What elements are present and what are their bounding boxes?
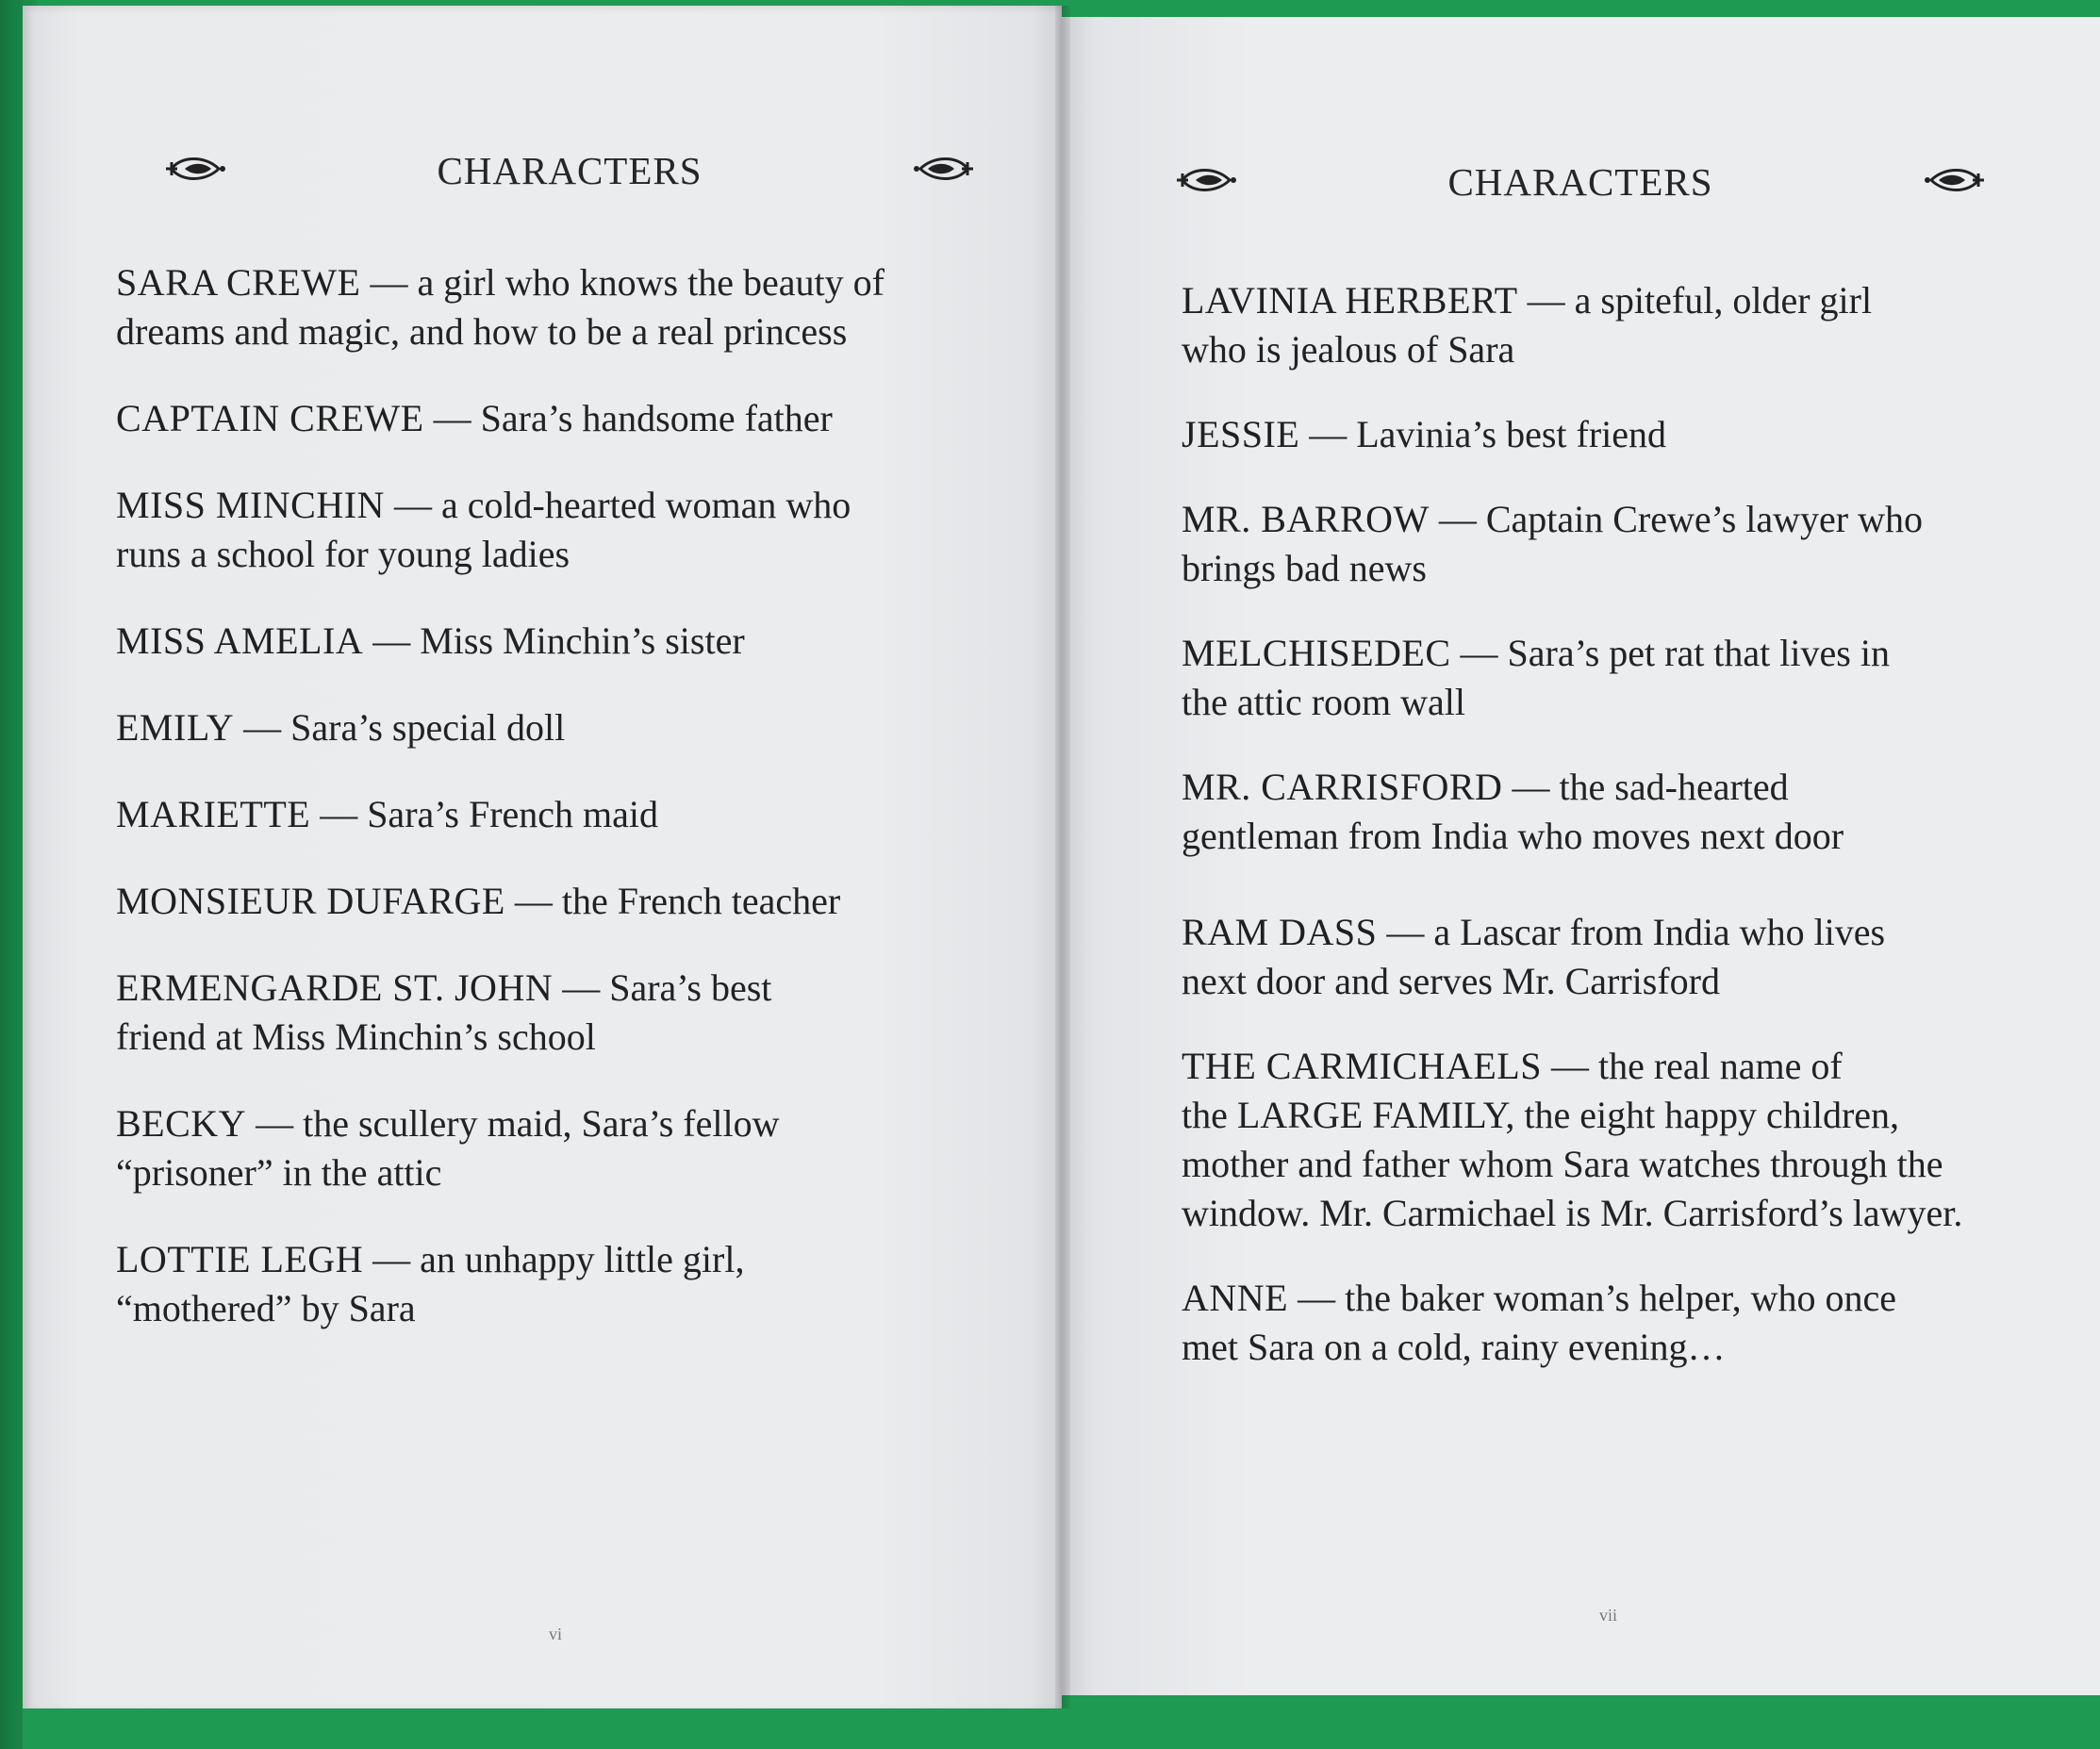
character-entry [116, 481, 1002, 579]
character-name: MR. BARROW [1182, 498, 1430, 540]
character-name: MISS AMELIA [116, 619, 364, 662]
right-page-header [1175, 154, 1986, 210]
character-entry [116, 1099, 1002, 1197]
character-name: ANNE [1182, 1277, 1289, 1319]
character-description: — Sara’s best [562, 966, 772, 1009]
character-name: MARIETTE [116, 793, 311, 835]
character-name: EMILY [116, 706, 235, 749]
character-name: MR. CARRISFORD [1182, 766, 1503, 808]
character-description-line2: who is jealous of Sara [1182, 328, 1515, 371]
character-entry [116, 703, 1002, 752]
character-description-line2: brings bad news [1182, 547, 1427, 589]
character-entry [116, 964, 1002, 1062]
right-character-list [1182, 276, 2059, 1372]
fleuron-left-icon [1922, 163, 1986, 197]
character-description-line2: friend at Miss Minchin’s school [116, 1015, 596, 1058]
character-entry [1182, 1042, 2059, 1238]
character-entry [1182, 410, 2059, 459]
character-name: MELCHISEDEC [1182, 632, 1451, 674]
character-description-line2: dreams and magic, and how to be a real princess [116, 310, 848, 353]
character-entry [1182, 763, 2059, 861]
character-description: — the scullery maid, Sara’s fellow [256, 1102, 780, 1145]
table-surface-bottom [23, 1708, 2100, 1749]
page-number: vi [549, 1625, 563, 1643]
character-name: THE CARMICHAELS [1182, 1045, 1542, 1087]
character-entry [1182, 276, 2059, 374]
character-description-line2: “prisoner” in the attic [116, 1151, 442, 1194]
character-entry [116, 790, 1002, 839]
character-name: SARA CREWE [116, 261, 361, 304]
character-name: ERMENGARDE ST. JOHN [116, 966, 554, 1009]
character-description: — Lavinia’s best friend [1309, 413, 1667, 455]
character-description: — a spiteful, older girl [1527, 279, 1873, 322]
page-title: CHARACTERS [437, 149, 703, 192]
character-name: MISS MINCHIN [116, 484, 385, 526]
character-description: — Captain Crewe’s lawyer who [1438, 498, 1924, 540]
character-name: LOTTIE LEGH [116, 1238, 364, 1280]
character-description: — Sara’s French maid [320, 793, 658, 835]
character-entry [116, 877, 1002, 926]
character-description-line2: runs a school for young ladies [116, 533, 570, 575]
character-description: — a Lascar from India who lives [1386, 911, 1886, 953]
character-description-line3: mother and father whom Sara watches through the [1182, 1143, 1943, 1185]
character-name: JESSIE [1182, 413, 1300, 455]
book-spine-gutter [1055, 6, 1070, 1712]
right-page [1062, 17, 2100, 1695]
character-description: — Sara’s pet rat that lives in [1460, 632, 1890, 674]
character-description-line4: window. Mr. Carmichael is Mr. Carrisford’s lawyer. [1182, 1192, 1963, 1234]
page-number: vii [1599, 1606, 1618, 1625]
left-page-header [164, 142, 975, 199]
character-description-line2: “mothered” by Sara [116, 1287, 416, 1329]
left-character-list [116, 258, 1002, 1333]
character-description-line2: next door and serves Mr. Carrisford [1182, 960, 1720, 1002]
character-entry [116, 258, 1002, 356]
character-name: MONSIEUR DUFARGE [116, 880, 505, 922]
character-description: — the sad-hearted [1512, 766, 1789, 808]
fleuron-left-icon [911, 152, 975, 186]
character-description-line2: gentleman from India who moves next door [1182, 815, 1844, 857]
character-description: — Sara’s special doll [243, 706, 566, 749]
character-description: — the baker woman’s helper, who once [1298, 1277, 1896, 1319]
character-entry [116, 394, 1002, 443]
character-name: CAPTAIN CREWE [116, 397, 424, 439]
character-description: — Sara’s handsome father [433, 397, 833, 439]
character-description-line2: met Sara on a cold, rainy evening… [1182, 1326, 1726, 1368]
character-name: LAVINIA HERBERT [1182, 279, 1518, 322]
page-title: CHARACTERS [1447, 160, 1713, 204]
character-entry [1182, 495, 2059, 593]
character-entry [1182, 1274, 2059, 1372]
character-description: — an unhappy little girl, [372, 1238, 745, 1280]
character-description: — the French teacher [514, 880, 841, 922]
character-description: — a girl who knows the beauty of [370, 261, 885, 304]
character-entry [116, 617, 1002, 666]
character-description: — the real name of [1550, 1045, 1843, 1087]
character-entry [116, 1235, 1002, 1333]
character-description: — a cold-hearted woman who [393, 484, 852, 526]
character-description-line2: the LARGE FAMILY, the eight happy children, [1182, 1094, 1900, 1136]
character-description: — Miss Minchin’s sister [372, 619, 745, 662]
character-name: RAM DASS [1182, 911, 1378, 953]
left-page [23, 6, 1062, 1712]
character-name: BECKY [116, 1102, 247, 1145]
character-description-line2: the attic room wall [1182, 681, 1466, 723]
character-entry [1182, 908, 2059, 1006]
character-entry [1182, 629, 2059, 727]
open-book [23, 6, 2100, 1712]
